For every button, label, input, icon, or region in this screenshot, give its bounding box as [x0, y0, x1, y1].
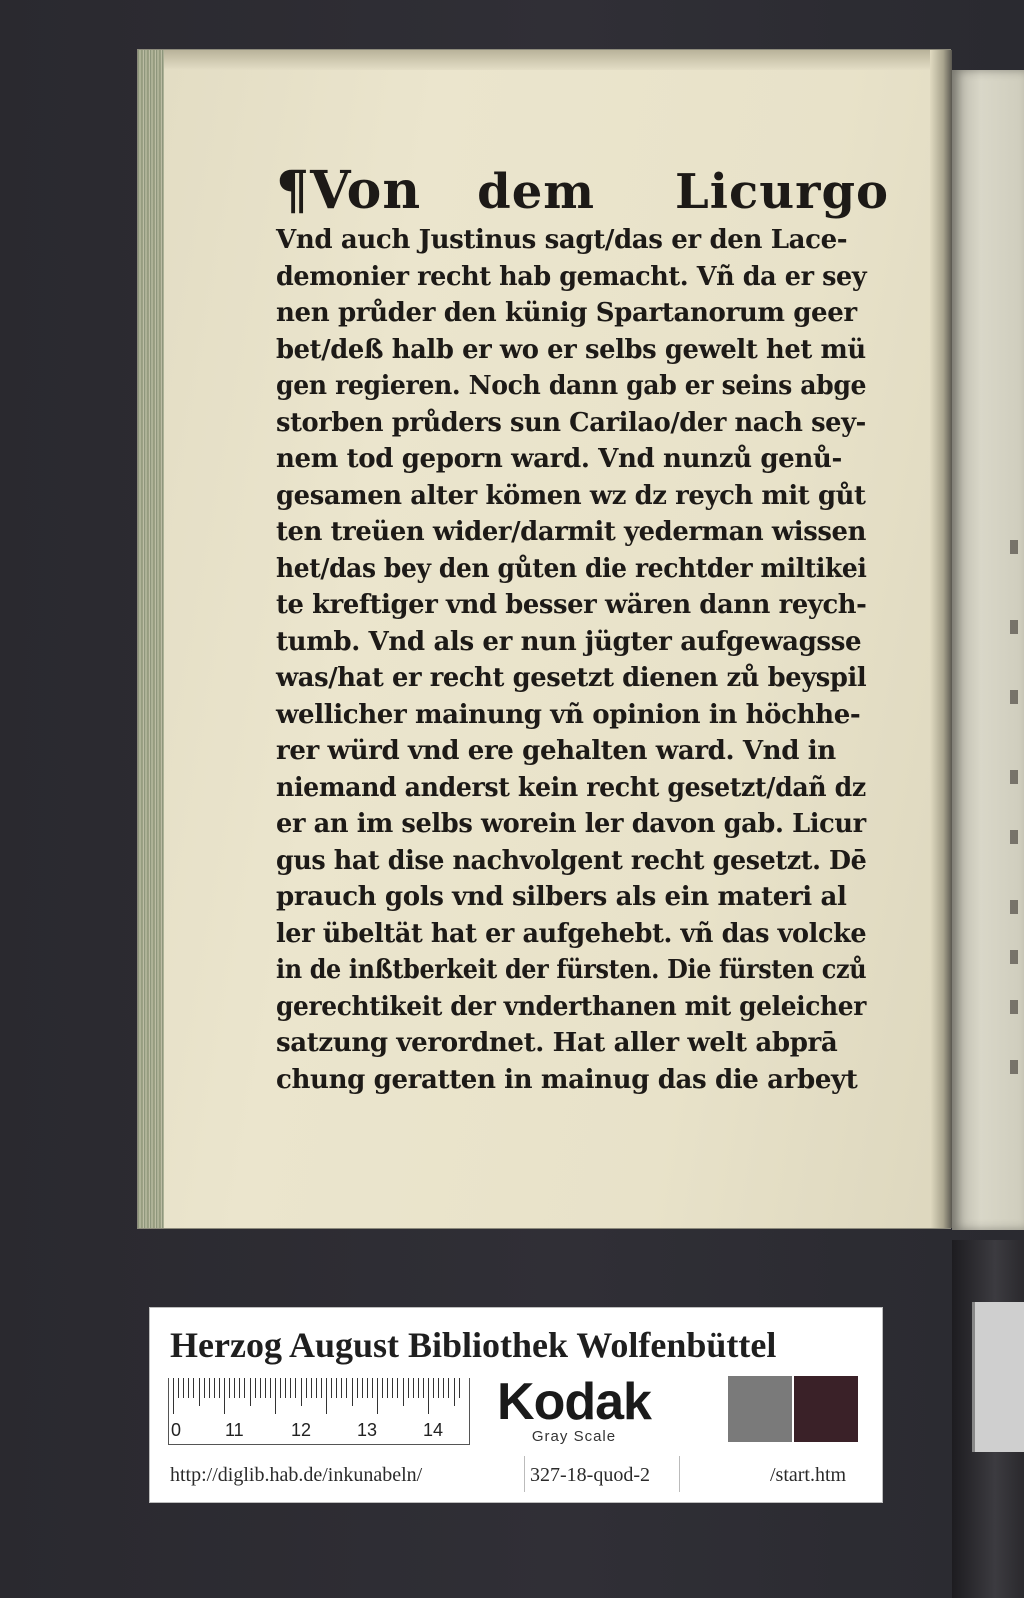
- ruler-tick: [250, 1378, 251, 1406]
- ruler-tick: [306, 1378, 307, 1398]
- ruler-tick: [346, 1378, 347, 1398]
- measurement-ruler: [168, 1378, 470, 1445]
- ruler-label: 14: [423, 1420, 444, 1440]
- heading-word: dem: [477, 164, 596, 220]
- text-line: niemand anderst kein recht gesetzt/dañ dz: [276, 771, 866, 803]
- facing-scan-strip: [952, 1240, 1024, 1598]
- text-line: het/das bey den gůten die rechtder miltikei: [276, 552, 867, 584]
- ruler-tick: [265, 1378, 266, 1398]
- ruler-tick: [362, 1378, 363, 1398]
- ruler-tick: [454, 1378, 455, 1406]
- ruler-tick: [367, 1378, 368, 1398]
- ruler-tick: [255, 1378, 256, 1398]
- library-title: Herzog August Bibliothek Wolfenbüttel: [170, 1325, 777, 1365]
- facing-target-fragment: [972, 1302, 1024, 1452]
- heading-word: Licurgo: [675, 164, 890, 220]
- kodak-logo: [486, 1373, 662, 1445]
- text-line: gus hat dise nachvolgent recht gesetzt. Dē: [276, 844, 867, 876]
- ruler-tick: [433, 1378, 434, 1398]
- ruler-tick: [275, 1378, 276, 1414]
- text-line: er an im selbs worein ler davon gab. Licur: [276, 808, 866, 839]
- gray-patch: [728, 1376, 792, 1442]
- text-line: nem tod geporn ward. Vnd nunzů genů-: [276, 443, 842, 474]
- ruler-tick: [219, 1378, 220, 1398]
- facing-page-edge: [952, 70, 1024, 1230]
- text-line: chung geratten in mainug das die arbeyt: [276, 1063, 858, 1095]
- ruler-tick: [301, 1378, 302, 1406]
- ruler-tick: [331, 1378, 332, 1398]
- ruler-tick: [244, 1378, 245, 1398]
- text-line: gesamen alter kömen wz dz reych mit gůt: [276, 479, 866, 511]
- kodak-brand: Kodak: [497, 1373, 651, 1431]
- text-line: ler übeltät hat er aufgehebt. vñ das volcke: [276, 917, 867, 949]
- text-line: wellicher mainung vñ opinion in höchhe-: [276, 698, 861, 730]
- ruler-tick: [214, 1378, 215, 1398]
- ruler-tick: [270, 1378, 271, 1398]
- blackletter-text-block: [276, 222, 876, 1098]
- ruler-tick: [428, 1378, 429, 1414]
- url-prefix: http://diglib.hab.de/inkunabeln/: [170, 1464, 423, 1486]
- ruler-tick: [341, 1378, 342, 1398]
- ruler-tick: [459, 1378, 460, 1398]
- text-line: nen průder den künig Spartanorum geer: [276, 297, 857, 328]
- ruler-tick: [280, 1378, 281, 1398]
- ruler-label: 0: [171, 1420, 182, 1440]
- ruler-tick: [443, 1378, 444, 1398]
- ruler-tick: [448, 1378, 449, 1398]
- text-line: tumb. Vnd als er nun jügter aufgewagsse: [276, 625, 862, 657]
- ruler-tick: [418, 1378, 419, 1398]
- ruler-tick: [413, 1378, 414, 1398]
- text-line: Vnd auch Justinus sagt/das er den Lace-: [276, 224, 848, 255]
- ruler-tick: [199, 1378, 200, 1406]
- color-target-card: [150, 1308, 882, 1502]
- text-line: storben průders sun Carilao/der nach sey-: [276, 406, 866, 438]
- document-id: 327-18-quod-2: [530, 1464, 650, 1486]
- ruler-tick: [372, 1378, 373, 1398]
- ruler-tick: [352, 1378, 353, 1406]
- text-line: te kreftiger vnd besser wären dann reych-: [276, 589, 867, 620]
- ruler-tick: [336, 1378, 337, 1398]
- ruler-ticks: [173, 1378, 463, 1414]
- ruler-tick: [224, 1378, 225, 1414]
- dark-patch: [794, 1376, 858, 1442]
- ruler-tick: [377, 1378, 378, 1414]
- ruler-tick: [178, 1378, 179, 1398]
- ruler-tick: [423, 1378, 424, 1398]
- text-line: prauch gols vnd silbers als ein materi al: [276, 881, 847, 912]
- ruler-tick: [357, 1378, 358, 1398]
- ruler-tick: [408, 1378, 409, 1398]
- ruler-tick: [239, 1378, 240, 1398]
- ruler-tick: [173, 1378, 174, 1414]
- text-line: satzung verordnet. Hat aller welt abprā: [276, 1027, 838, 1058]
- ruler-tick: [382, 1378, 383, 1398]
- ruler-tick: [387, 1378, 388, 1398]
- ruler-tick: [193, 1378, 194, 1398]
- ruler-tick: [234, 1378, 235, 1398]
- ruler-tick: [204, 1378, 205, 1398]
- ruler-tick: [403, 1378, 404, 1406]
- ruler-tick: [209, 1378, 210, 1398]
- url-suffix: /start.htm: [770, 1464, 847, 1486]
- ruler-label: 11: [225, 1420, 244, 1440]
- ruler-tick: [290, 1378, 291, 1398]
- chapter-heading: [276, 160, 890, 230]
- ruler-tick: [326, 1378, 327, 1414]
- text-line: ten treüen wider/darmit yederman wissen: [276, 516, 866, 547]
- page-fold: [930, 50, 952, 1228]
- text-line: rer würd vnd ere gehalten ward. Vnd in: [276, 735, 836, 766]
- ruler-tick: [438, 1378, 439, 1398]
- ruler-tick: [285, 1378, 286, 1398]
- ruler-tick: [295, 1378, 296, 1398]
- ruler-tick: [188, 1378, 189, 1398]
- text-line: was/hat er recht gesetzt dienen zů beyspil: [276, 662, 867, 693]
- ruler-tick: [397, 1378, 398, 1398]
- ruler-tick: [316, 1378, 317, 1398]
- text-line: gen regieren. Noch dann gab er seins abge: [276, 370, 867, 401]
- ruler-tick: [229, 1378, 230, 1398]
- page-gutter-edge: [138, 50, 164, 1228]
- ruler-tick: [392, 1378, 393, 1398]
- text-line: in de inßtberkeit der fürsten. Die fürsten czů: [276, 954, 867, 985]
- text-line: bet/deß halb er wo er selbs gewelt het mü: [276, 333, 866, 365]
- gray-scale-label: Gray Scale: [531, 1428, 617, 1445]
- text-line: gerechtikeit der vnderthanen mit geleicher: [276, 990, 866, 1022]
- ruler-tick: [321, 1378, 322, 1398]
- text-line: demonier recht hab gemacht. Vñ da er sey: [276, 260, 867, 292]
- page-top-edge: [164, 50, 950, 70]
- ruler-label: 13: [357, 1420, 378, 1440]
- ruler-label: 12: [291, 1420, 312, 1440]
- ruler-tick: [260, 1378, 261, 1398]
- ruler-tick: [311, 1378, 312, 1398]
- heading-word: ¶Von: [276, 160, 422, 221]
- ruler-tick: [183, 1378, 184, 1398]
